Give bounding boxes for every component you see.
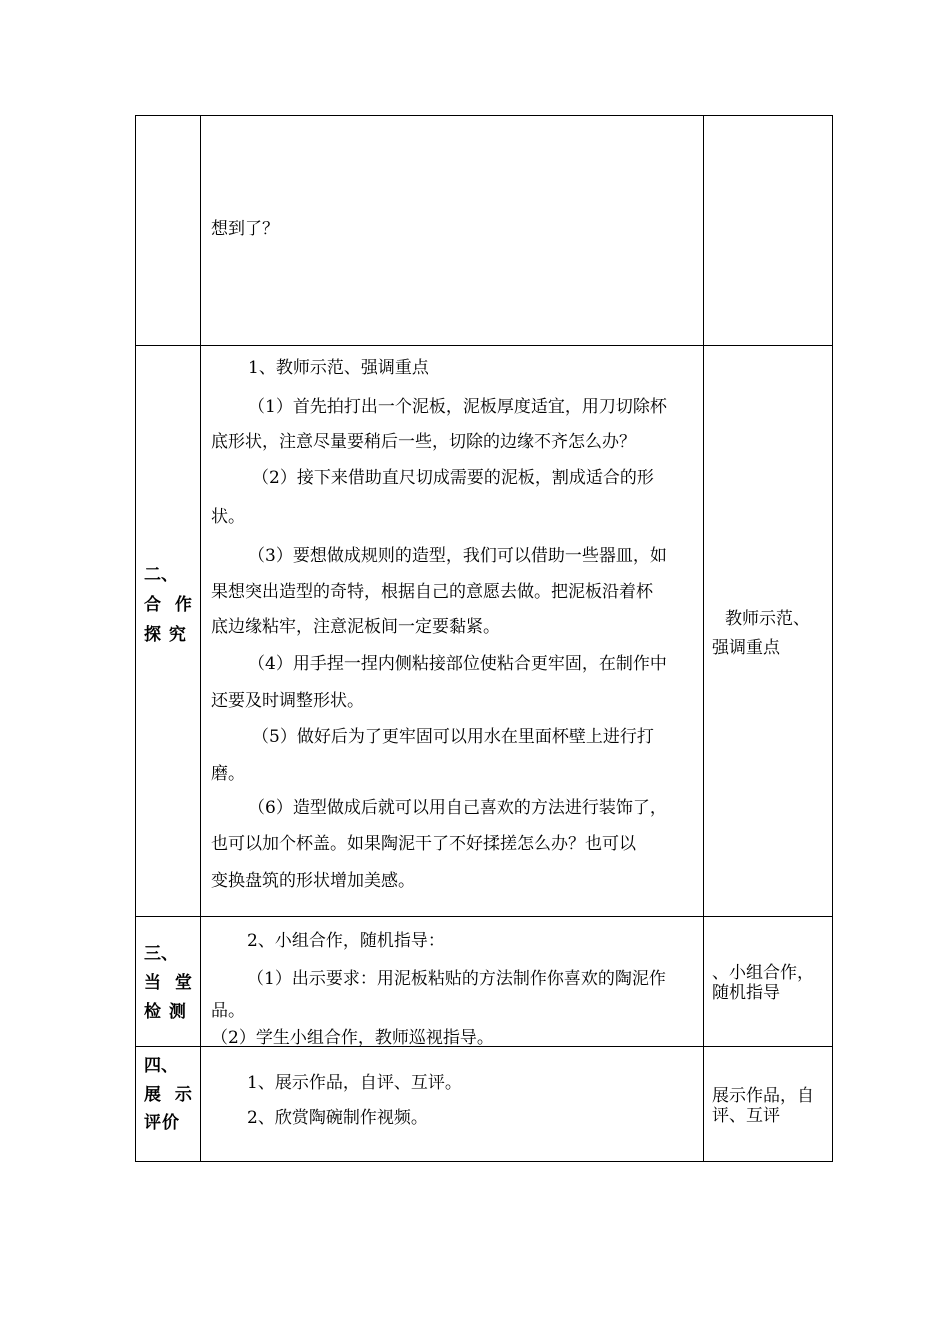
row3-step-line: 品。 bbox=[211, 1001, 245, 1021]
row2-step-line: （2）接下来借助直尺切成需要的泥板，割成适合的形 bbox=[252, 468, 654, 488]
row4-note-line1: 展示作品，自 bbox=[712, 1086, 814, 1106]
row2-step-line: （4）用手捏一捏内侧粘接部位使粘合更牢固，在制作中 bbox=[248, 654, 667, 674]
row3-step-line: （2）学生小组合作，教师巡视指导。 bbox=[211, 1028, 494, 1048]
table-left-border bbox=[135, 115, 136, 1162]
row3-step-line: （1）出示要求：用泥板粘贴的方法制作你喜欢的陶泥作 bbox=[247, 969, 666, 989]
row2-step-line: （5）做好后为了更牢固可以用水在里面杯壁上进行打 bbox=[252, 727, 654, 747]
row3-stage-name-line2: 检 测 bbox=[144, 1002, 187, 1022]
row3-stage-number: 三、 bbox=[144, 944, 178, 964]
row3-note-line2: 随机指导 bbox=[712, 983, 780, 1003]
row2-stage-number: 二、 bbox=[144, 565, 178, 585]
row2-step-line: （6）造型做成后就可以用自己喜欢的方法进行装饰了， bbox=[248, 798, 667, 818]
row2-step-line: （1）首先拍打出一个泥板，泥板厚度适宜，用刀切除杯 bbox=[248, 397, 667, 417]
row-divider bbox=[135, 916, 833, 917]
row2-step-line: 磨。 bbox=[211, 764, 245, 784]
row2-stage-name-line2: 探 究 bbox=[144, 625, 187, 645]
row3-stage-name-line1: 当 堂 bbox=[144, 973, 196, 993]
row2-heading: 1、教师示范、强调重点 bbox=[248, 358, 429, 378]
row2-stage-name-line1: 合 作 bbox=[144, 595, 196, 615]
row1-content-text: 想到了？ bbox=[211, 219, 279, 239]
row2-step-line: 状。 bbox=[211, 507, 245, 527]
row2-note-line2: 强调重点 bbox=[712, 638, 780, 658]
row3-heading: 2、小组合作，随机指导： bbox=[247, 931, 445, 951]
row4-step-line: 1、展示作品，自评、互评。 bbox=[247, 1073, 462, 1093]
table-top-border bbox=[135, 115, 833, 116]
table-bottom-border bbox=[135, 1161, 833, 1162]
row2-step-line: （3）要想做成规则的造型，我们可以借助一些器皿，如 bbox=[248, 546, 667, 566]
row2-step-line: 果想突出造型的奇特，根据自己的意愿去做。把泥板沿着杯 bbox=[211, 582, 653, 602]
row4-stage-name-line2: 评价 bbox=[144, 1113, 180, 1133]
row3-note-line1: 、小组合作， bbox=[712, 963, 814, 983]
table-right-border bbox=[832, 115, 833, 1162]
row4-note-line2: 评、互评 bbox=[712, 1106, 780, 1126]
row2-step-line: 也可以加个杯盖。如果陶泥干了不好揉搓怎么办？也可以 bbox=[211, 834, 636, 854]
row4-step-line: 2、欣赏陶碗制作视频。 bbox=[247, 1108, 428, 1128]
row2-step-line: 底边缘粘牢，注意泥板间一定要黏紧。 bbox=[211, 617, 500, 637]
column-divider bbox=[703, 115, 704, 1162]
row2-step-line: 变换盘筑的形状增加美感。 bbox=[211, 871, 415, 891]
row4-stage-name-line1: 展 示 bbox=[144, 1085, 196, 1105]
row2-step-line: 底形状，注意尽量要稍后一些，切除的边缘不齐怎么办？ bbox=[211, 432, 636, 452]
row-divider bbox=[135, 345, 833, 346]
column-divider bbox=[200, 115, 201, 1162]
row4-stage-number: 四、 bbox=[144, 1056, 178, 1076]
row2-step-line: 还要及时调整形状。 bbox=[211, 691, 364, 711]
row2-note-line1: 教师示范、 bbox=[725, 609, 810, 629]
